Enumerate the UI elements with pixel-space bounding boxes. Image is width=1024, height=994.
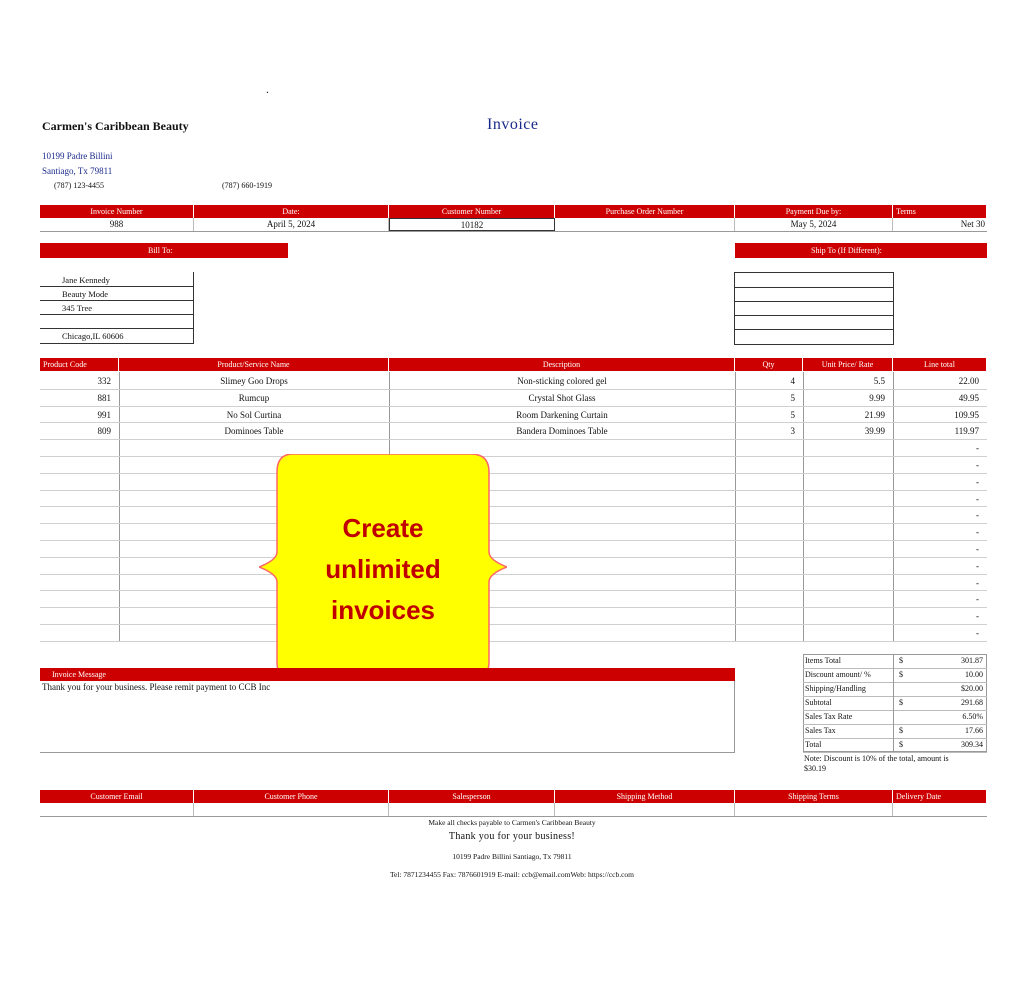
empty-line-total: - — [976, 527, 979, 538]
bill-to-divider — [40, 328, 193, 329]
summary-label: Sales Tax — [805, 726, 836, 735]
item-cell-desc[interactable]: Crystal Shot Glass — [528, 392, 596, 403]
item-cell-code[interactable]: 991 — [97, 409, 111, 420]
summary-row — [803, 654, 987, 669]
empty-line-total: - — [976, 594, 979, 605]
header-delivery-date: Delivery Date — [893, 790, 987, 803]
item-cell-qty[interactable]: 3 — [790, 426, 795, 437]
item-cell-total[interactable]: 109.95 — [954, 409, 979, 420]
summary-currency: $ — [899, 726, 903, 735]
col-qty: Qty — [735, 358, 803, 371]
item-cell-desc[interactable]: Room Darkening Curtain — [516, 409, 608, 420]
items-header — [40, 358, 987, 371]
discount-note-line2: $30.19 — [804, 764, 826, 773]
item-cell-name[interactable]: Slimey Goo Drops — [220, 376, 288, 386]
summary-row — [803, 738, 987, 753]
footer-contact: Tel: 7871234455 Fax: 7876601919 E-mail: ccb@email.comWeb: https://ccb.com — [389, 870, 635, 879]
po-number-value[interactable] — [555, 218, 735, 231]
invoice-message-box[interactable] — [40, 681, 735, 753]
item-cell-total[interactable]: 22.00 — [958, 376, 979, 386]
items-row-divider — [40, 540, 987, 541]
summary-currency: $ — [899, 670, 903, 679]
header-customer-number: Customer Number — [389, 205, 555, 218]
date-value[interactable]: April 5, 2024 — [194, 218, 389, 231]
bill-to-line[interactable]: Chicago,IL 60606 — [62, 331, 124, 341]
items-row-divider — [40, 456, 987, 457]
empty-line-total: - — [976, 443, 979, 454]
customer-email-value[interactable] — [40, 803, 194, 816]
footer-address: 10199 Padre Billini Santiago, Tx 79811 — [452, 852, 572, 861]
item-cell-desc[interactable]: Bandera Dominoes Table — [516, 426, 608, 437]
item-cell-qty[interactable]: 5 — [790, 409, 795, 420]
invoice-info-header — [40, 205, 987, 218]
summary-divider — [893, 654, 894, 752]
company-phone-1: (787) 123-4455 — [54, 181, 104, 190]
item-cell-price[interactable]: 39.99 — [864, 426, 885, 437]
discount-note-line1: Note: Discount is 10% of the total, amount is — [804, 754, 949, 763]
item-cell-code[interactable]: 881 — [97, 392, 111, 403]
discount-note — [804, 754, 949, 774]
items-row-divider — [40, 641, 987, 642]
items-row-divider — [40, 490, 987, 491]
col-description: Description — [389, 358, 735, 371]
summary-label: Items Total — [805, 656, 841, 665]
company-phone-2: (787) 660-1919 — [222, 181, 272, 190]
summary-value: 10.00 — [965, 670, 983, 679]
col-product-name: Product/Service Name — [119, 358, 389, 371]
bill-to-line[interactable]: 345 Tree — [62, 303, 92, 313]
item-cell-total[interactable]: 49.95 — [958, 392, 979, 403]
invoice-number-value[interactable]: 988 — [40, 218, 194, 231]
ship-to-divider — [734, 287, 893, 288]
checks-payable-note: Make all checks payable to Carmen's Caribbean Beauty — [428, 818, 596, 827]
items-row-divider — [40, 624, 987, 625]
header-salesperson: Salesperson — [389, 790, 555, 803]
item-cell-code[interactable]: 332 — [97, 376, 111, 386]
customer-number-value[interactable]: 10182 — [389, 218, 555, 231]
item-cell-name[interactable]: No Sol Curtina — [226, 409, 282, 420]
ship-to-label: Ship To (If Different): — [735, 243, 987, 258]
footer-info-values — [40, 803, 987, 817]
promo-line: invoices — [330, 595, 436, 625]
items-row-divider — [40, 607, 987, 608]
items-row-divider — [40, 590, 987, 591]
header-payment-due: Payment Due by: — [735, 205, 893, 218]
item-cell-total[interactable]: 119.97 — [954, 426, 979, 437]
page-title: Invoice — [487, 116, 539, 133]
summary-value: 301.87 — [961, 656, 983, 665]
header-terms: Terms — [893, 205, 987, 218]
col-unit-price: Unit Price/ Rate — [803, 358, 893, 371]
item-cell-name[interactable]: Rumcup — [238, 392, 270, 403]
summary-row — [803, 668, 987, 683]
salesperson-value[interactable] — [389, 803, 555, 816]
ship-to-divider — [734, 315, 893, 316]
header-shipping-method: Shipping Method — [555, 790, 735, 803]
col-line-total: Line total — [893, 358, 987, 371]
summary-value: 309.34 — [961, 740, 983, 749]
ship-to-divider — [734, 329, 893, 330]
customer-phone-value[interactable] — [194, 803, 389, 816]
bill-to-divider — [40, 300, 193, 301]
col-product-code: Product Code — [40, 358, 119, 371]
ship-to-divider — [734, 301, 893, 302]
shipping-method-value[interactable] — [555, 803, 735, 816]
summary-row — [803, 682, 987, 697]
summary-currency: $ — [899, 698, 903, 707]
bill-to-divider — [40, 314, 193, 315]
summary-value: 291.68 — [961, 698, 983, 707]
items-row-divider — [40, 473, 987, 474]
empty-line-total: - — [976, 476, 979, 487]
summary-value: $20.00 — [961, 684, 983, 693]
empty-line-total: - — [976, 611, 979, 622]
company-address-line1: 10199 Padre Billini — [42, 151, 113, 161]
header-customer-phone: Customer Phone — [194, 790, 389, 803]
summary-currency: $ — [899, 740, 903, 749]
terms-value[interactable]: Net 30 — [960, 219, 985, 229]
summary-row — [803, 710, 987, 725]
empty-line-total: - — [976, 510, 979, 521]
items-row-divider — [40, 557, 987, 558]
promo-callout — [259, 454, 507, 680]
items-row-divider — [40, 506, 987, 507]
payment-due-value[interactable]: May 5, 2024 — [735, 218, 893, 231]
company-name: Carmen's Caribbean Beauty — [42, 119, 189, 133]
invoice-info-values — [40, 218, 987, 232]
stray-dot: . — [266, 82, 269, 96]
summary-currency: $ — [899, 656, 903, 665]
empty-line-total: - — [976, 628, 979, 638]
items-row-divider — [40, 406, 987, 407]
item-cell-price[interactable]: 21.99 — [864, 409, 885, 420]
empty-line-total: - — [976, 560, 979, 571]
item-cell-qty[interactable]: 5 — [790, 392, 795, 403]
summary-value: 17.66 — [965, 726, 983, 735]
empty-line-total: - — [976, 577, 979, 588]
invoice-message-label: Invoice Message — [40, 668, 735, 681]
invoice-message-text[interactable]: Thank you for your business. Please remit payment to CCB Inc — [42, 682, 271, 692]
summary-row — [803, 724, 987, 739]
delivery-date-value[interactable] — [893, 803, 987, 816]
items-row-divider — [40, 439, 987, 440]
empty-line-total: - — [976, 460, 979, 470]
company-address-line2: Santiago, Tx 79811 — [42, 166, 113, 176]
item-cell-name[interactable]: Dominoes Table — [224, 426, 284, 437]
item-cell-price[interactable]: 9.99 — [869, 392, 885, 403]
bill-to-line[interactable]: Beauty Mode — [62, 289, 109, 299]
items-row-divider — [40, 389, 987, 390]
summary-label: Sales Tax Rate — [805, 712, 853, 721]
item-cell-desc[interactable]: Non-sticking colored gel — [517, 376, 607, 386]
item-cell-price[interactable]: 5.5 — [873, 376, 885, 386]
empty-line-total: - — [976, 544, 979, 554]
summary-label: Shipping/Handling — [805, 684, 866, 693]
item-cell-qty[interactable]: 4 — [790, 376, 795, 386]
bill-to-divider — [40, 286, 193, 287]
items-row-divider — [40, 523, 987, 524]
summary-value: 6.50% — [962, 712, 983, 721]
header-customer-email: Customer Email — [40, 790, 194, 803]
items-row-divider — [40, 422, 987, 423]
ship-to-box[interactable] — [734, 272, 894, 345]
bill-to-line[interactable]: Jane Kennedy — [62, 275, 110, 285]
item-cell-code[interactable]: 809 — [97, 426, 111, 437]
bill-to-label: Bill To: — [40, 243, 288, 258]
header-shipping-terms: Shipping Terms — [735, 790, 893, 803]
promo-line: unlimited — [325, 554, 441, 584]
summary-label: Total — [805, 740, 822, 749]
thank-you-note: Thank you for your business! — [448, 831, 576, 842]
promo-line: Create — [342, 513, 424, 543]
header-po-number: Purchase Order Number — [555, 205, 735, 218]
shipping-terms-value[interactable] — [735, 803, 893, 816]
summary-label: Discount amount/ % — [805, 670, 871, 679]
summary-label: Subtotal — [805, 698, 832, 707]
empty-line-total: - — [976, 493, 979, 504]
header-invoice-number: Invoice Number — [40, 205, 194, 218]
footer-info-header — [40, 790, 987, 803]
items-row-divider — [40, 574, 987, 575]
summary-row — [803, 696, 987, 711]
header-date: Date: — [194, 205, 389, 218]
